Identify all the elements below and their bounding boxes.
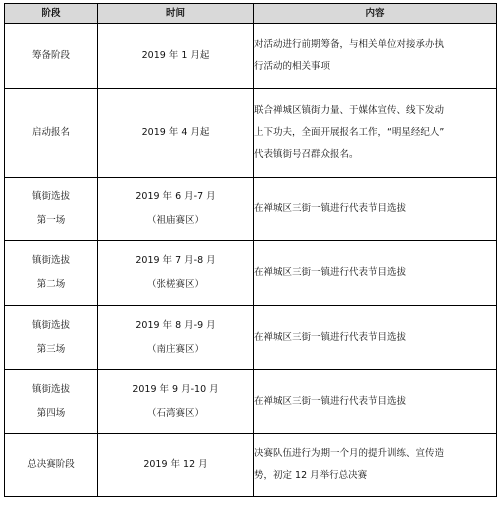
time-cell <box>98 434 254 497</box>
stage-line: 镇街选拔 <box>31 191 70 202</box>
table-row <box>5 24 497 89</box>
stage-line: 第二场 <box>36 279 66 290</box>
content-cell <box>254 241 497 306</box>
stage-cell <box>5 306 98 370</box>
table-header-row <box>5 4 497 24</box>
time-line: （南庄赛区） <box>146 343 204 355</box>
content-cell <box>254 434 497 497</box>
stage-cell <box>5 370 98 434</box>
content-cell <box>254 24 497 89</box>
stage-cell <box>5 24 98 89</box>
content-line: 行活动的相关事项 <box>254 61 331 72</box>
stage-cell <box>5 89 98 178</box>
content-line: 联合禅城区镇街力量、于媒体宣传、线下发动 <box>254 105 445 116</box>
table-row <box>5 306 497 370</box>
header-stage: 阶段 <box>5 4 98 24</box>
time-line: 2019 年 8 月-9 月 <box>135 319 216 331</box>
stage-line: 镇街选拔 <box>31 383 70 395</box>
content-line: 对活动进行前期筹备，与相关单位对接承办执 <box>254 39 445 50</box>
content-line: 在禅城区三街一镇进行代表节目选拔 <box>254 395 407 407</box>
time-line: （祖庙赛区） <box>146 215 204 226</box>
time-line: 2019 年 6 月-7 月 <box>135 191 216 202</box>
header-content: 内容 <box>254 4 497 24</box>
stage-line: 镇街选拔 <box>31 255 70 266</box>
table-row <box>5 178 497 241</box>
content-line: 决赛队伍进行为期一个月的提升训练、宣传造 <box>254 448 445 459</box>
content-line: 在禅城区三街一镇进行代表节目选拔 <box>254 203 407 214</box>
stage-line: 第四场 <box>36 407 66 419</box>
content-line: 势，初定 12 月举行总决赛 <box>254 470 368 481</box>
content-line: 在禅城区三街一镇进行代表节目选拔 <box>254 267 407 278</box>
stage-line: 镇街选拔 <box>31 319 70 331</box>
content-line: 上下功夫，全面开展报名工作，“明星经纪人” <box>254 127 445 138</box>
time-line: 2019 年 4 月起 <box>141 127 210 138</box>
time-cell <box>98 241 254 306</box>
time-line: 2019 年 12 月 <box>143 459 208 470</box>
schedule-table <box>4 3 497 497</box>
time-line: （张槎赛区） <box>146 279 204 290</box>
stage-cell <box>5 178 98 241</box>
table-row <box>5 434 497 497</box>
time-cell <box>98 306 254 370</box>
time-cell <box>98 178 254 241</box>
table-row <box>5 89 497 178</box>
content-line: 代表镇街号召群众报名。 <box>254 149 359 160</box>
content-line: 在禅城区三街一镇进行代表节目选拔 <box>254 331 407 343</box>
time-cell <box>98 370 254 434</box>
stage-line: 第三场 <box>36 343 66 355</box>
table-row <box>5 370 497 434</box>
time-line: （石湾赛区） <box>146 407 204 419</box>
header-time: 时间 <box>98 4 254 24</box>
stage-cell <box>5 434 98 497</box>
content-cell <box>254 89 497 178</box>
time-line: 2019 年 1 月起 <box>141 50 210 61</box>
stage-line: 第一场 <box>36 215 66 226</box>
time-cell <box>98 89 254 178</box>
content-cell <box>254 370 497 434</box>
stage-line: 总决赛阶段 <box>27 459 75 470</box>
content-cell <box>254 178 497 241</box>
time-cell <box>98 24 254 89</box>
table-row <box>5 241 497 306</box>
stage-cell <box>5 241 98 306</box>
time-line: 2019 年 7 月-8 月 <box>135 255 216 266</box>
stage-line: 筹备阶段 <box>31 50 70 61</box>
stage-line: 启动报名 <box>31 127 70 138</box>
content-cell <box>254 306 497 370</box>
time-line: 2019 年 9 月-10 月 <box>132 383 219 395</box>
